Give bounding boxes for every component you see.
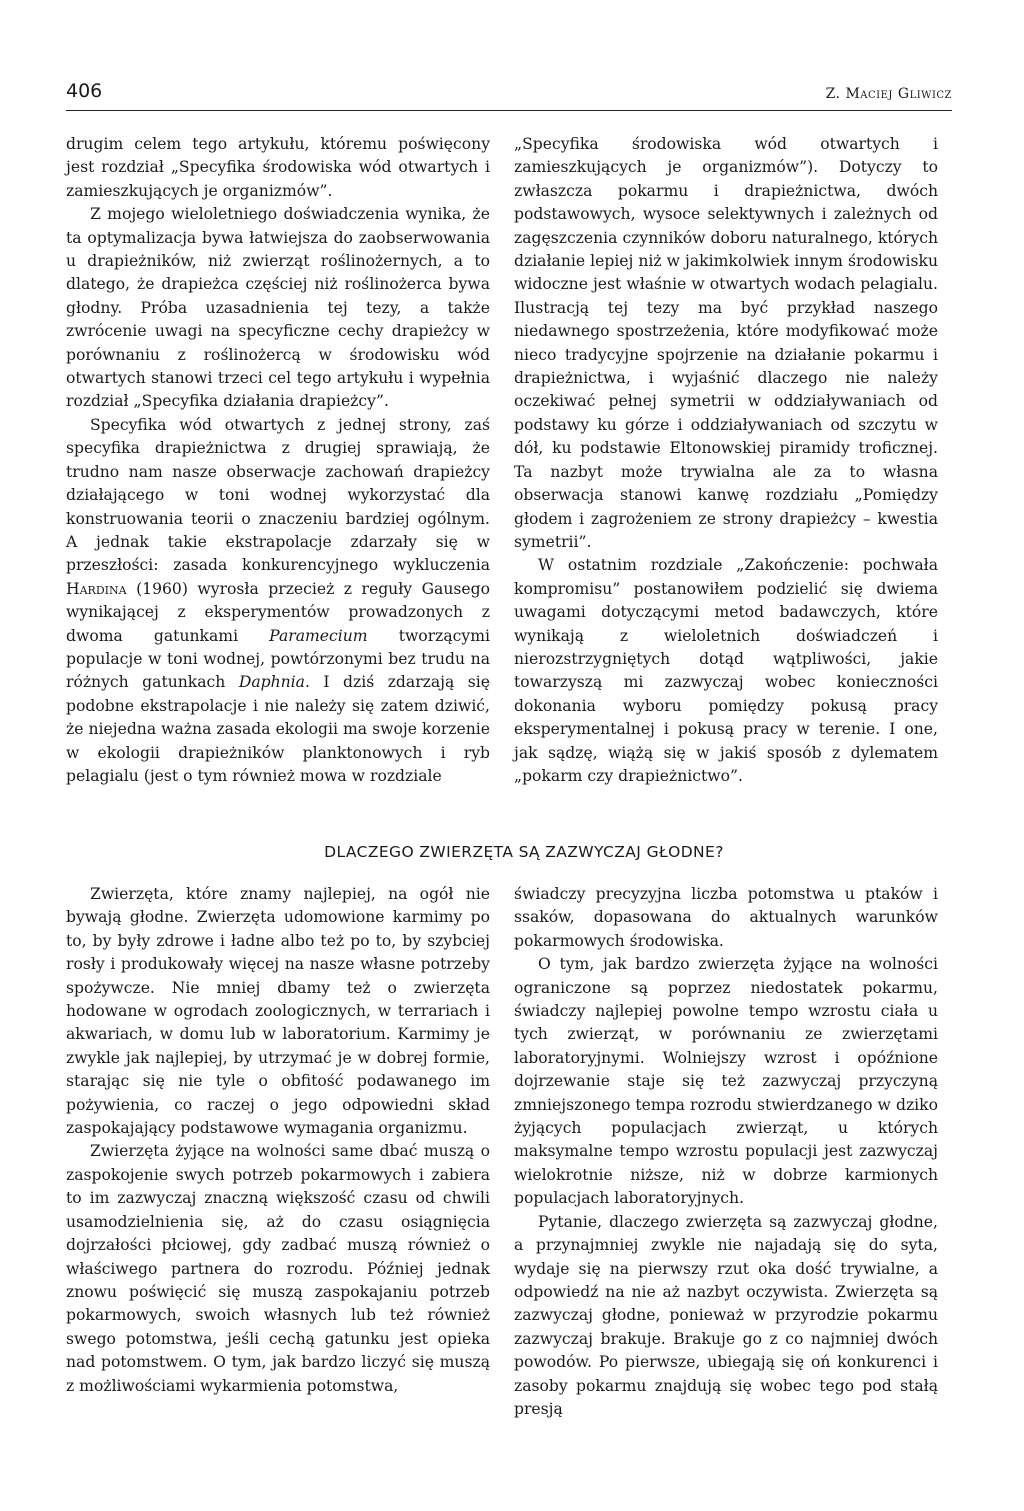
bottom-right-column: [514, 883, 938, 1421]
paragraph: Z mojego wieloletniego doświadczenia wynika, że ta optymalizacja bywa łatwiejsza do zaobserwowania u drapieżników, niż zwierząt roślinożernych, a to dlatego, że drapieżca częściej niż roślinożerca bywa głodny. Próba uzasadnienia tej tezy, a także zwrócenie uwagi na specyficzne cechy drapieżcy w porównaniu z roślinożercą w środowisku wód otwartych stanowi trzeci cel tego artykułu i wypełnia rozdział „Specyfika działania drapieżcy”.: [66, 205, 490, 411]
bottom-left-column: [66, 883, 490, 1398]
top-left-column: [66, 133, 490, 788]
paragraph: W ostatnim rozdziale „Zakończenie: pochwała kompromisu” postanowiłem podzielić się dwiema uwagami dotyczącymi metod badawczych, które wynikają z wieloletnich doświadczeń i nierozstrzygniętych dotąd wątpliwości, jakie towarzyszą mi zazwyczaj wobec konieczności dokonania wyboru pomiędzy pokusą pracy eksperymentalnej i pokusą pracy w terenie. I one, jak sądzę, wiążą się w jakiś sposób z dylematem „pokarm czy drapieżnictwo”.: [514, 556, 938, 785]
page-header: [66, 80, 952, 111]
paragraph: świadczy precyzyjna liczba potomstwa u ptaków i ssaków, dopasowana do aktualnych warunków pokarmowych środowiska.: [514, 885, 938, 950]
paragraph: [66, 414, 490, 789]
text-run: (1960) wyrosła przecież z reguły Gausego wynikającej z eksperymentów prowadzonych z dwoma gatunkami: [66, 579, 490, 645]
text-run: tworzącymi populacje w toni wodnej, powtórzonymi bez trudu na różnych gatunkach: [66, 626, 490, 692]
taxon-name: Paramecium: [269, 626, 368, 645]
paragraph: Zwierzęta żyjące na wolności same dbać muszą o zaspokojenie swych potrzeb pokarmowych i zabiera to im zazwyczaj znaczną większość czasu od chwili usamodzielnienia się, aż do czasu osiągnięcia dojrzałości płciowej, gdy zadbać muszą również o właściwego partnera do rozrodu. Później jednak znowu poświęcić się muszą zaspokajaniu potrzeb pokarmowych, swoich własnych lub też również swego potomstwa, jeśli cechą gatunku jest opieka nad potomstwem. O tym, jak bardzo liczyć się muszą z możliwościami wykarmienia potomstwa,: [66, 1142, 490, 1395]
section-title: DLACZEGO ZWIERZĘTA SĄ ZAZWYCZAJ GŁODNE?: [324, 843, 724, 861]
paragraph: „Specyfika środowiska wód otwartych i zamieszkujących je organizmów”). Dotyczy to zwłaszcza pokarmu i drapieżnictwa, dwóch podstawowych, wysoce selektywnych i zależnych od zagęszczenia czynników doboru naturalnego, których działanie lepiej niż w jakimkolwiek innym środowisku widoczne jest właśnie w otwartych wodach pelagialu. Ilustracją tej tezy ma być przykład naszego niedawnego spostrzeżenia, które modyfikować może nieco tradycyjne spojrzenie na działanie pokarmu i drapieżnictwa, i wyjaśnić dlaczego nie należy oczekiwać pełnej symetrii w oddziaływaniach od podstawy ku górze i oddziaływaniach od szczytu w dół, ku podstawie Eltonowskiej piramidy troficznej. Ta nazbyt może trywialna ale za to własna obserwacja stanowi kanwę rozdziału „Pomiędzy głodem i zagrożeniem ze strony drapieżcy – kwestia symetrii”.: [514, 135, 938, 551]
paragraph: Zwierzęta, które znamy najlepiej, na ogół nie bywają głodne. Zwierzęta udomowione karmimy po to, by były zdrowe i ładne albo też po to, by szybciej rosły i produkowały więcej na nasze własne potrzeby spożywcze. Nie mniej dbamy też o zwierzęta hodowane w ogrodach zoologicznych, w terrariach i akwariach, w domu lub w laboratorium. Karmimy je zwykle jak najlepiej, by utrzymać je w dobrej formie, starając się nie tyle o obfitość podawanego im pożywienia, co raczej o jego odpowiedni skład zaspokajający podstawowe wymagania organizmu.: [66, 885, 490, 1138]
paragraph: Pytanie, dlaczego zwierzęta są zazwyczaj głodne, a przynajmniej zwykle nie najadają się do syta, wydaje się na pierwszy rzut oka dość trywialne, a odpowiedź na nie aż nazbyt oczywista. Zwierzęta są zazwyczaj głodne, ponieważ w przyrodzie pokarmu zazwyczaj brakuje. Brakuje go z co najmniej dwóch powodów. Po pierwsze, ubiegają się oń konkurenci i zasoby pokarmu znajdują się wobec tego pod stałą presją: [514, 1212, 938, 1418]
paragraph: drugim celem tego artykułu, któremu poświęcony jest rozdział „Specyfika środowiska wód otwartych i zamieszkujących je organizmów”.: [66, 135, 490, 200]
text-run: I dziś zdarzają się podobne ekstrapolacje i nie należy się zatem dziwić, że niejedna ważna zasada ekologii ma swoje korzenie w ekologii drapieżników planktonowych i ryb pelagialu (jest o tym również mowa w rozdziale: [66, 673, 490, 785]
running-head-author: Z. Maciej Gliwicz: [825, 86, 952, 102]
top-right-column: [514, 133, 938, 788]
paragraph: O tym, jak bardzo zwierzęta żyjące na wolności ograniczone są poprzez niedostatek pokarmu, świadczy najlepiej powolne tempo wzrostu ciała u tych zwierząt, w porównaniu ze zwierzętami laboratoryjnymi. Wolniejszy wzrost i opóźnione dojrzewanie staje się też zazwyczaj przyczyną zmniejszonego tempa rozrodu stwierdzanego w dziko żyjących populacjach zwierząt, u których maksymalne tempo wzrostu populacji jest zazwyczaj wielokrotnie niższe, niż w dobrze karmionych populacjach laboratoryjnych.: [514, 955, 938, 1208]
page-number: 406: [66, 80, 103, 102]
text-run: Specyfika wód otwartych z jednej strony, zaś specyfika drapieżnictwa z drugiej sprawiają, że trudno nam nasze obserwacje zachowań drapieżcy działającego w toni wodnej wykorzystać dla konstruowania teorii o znaczeniu bardziej ogólnym. A jednak takie ekstrapolacje zdarzały się w przeszłości: zasada konkurencyjnego wykluczenia: [66, 415, 490, 575]
author-name: Hardina: [66, 579, 127, 598]
taxon-name: Daphnia.: [238, 673, 310, 692]
